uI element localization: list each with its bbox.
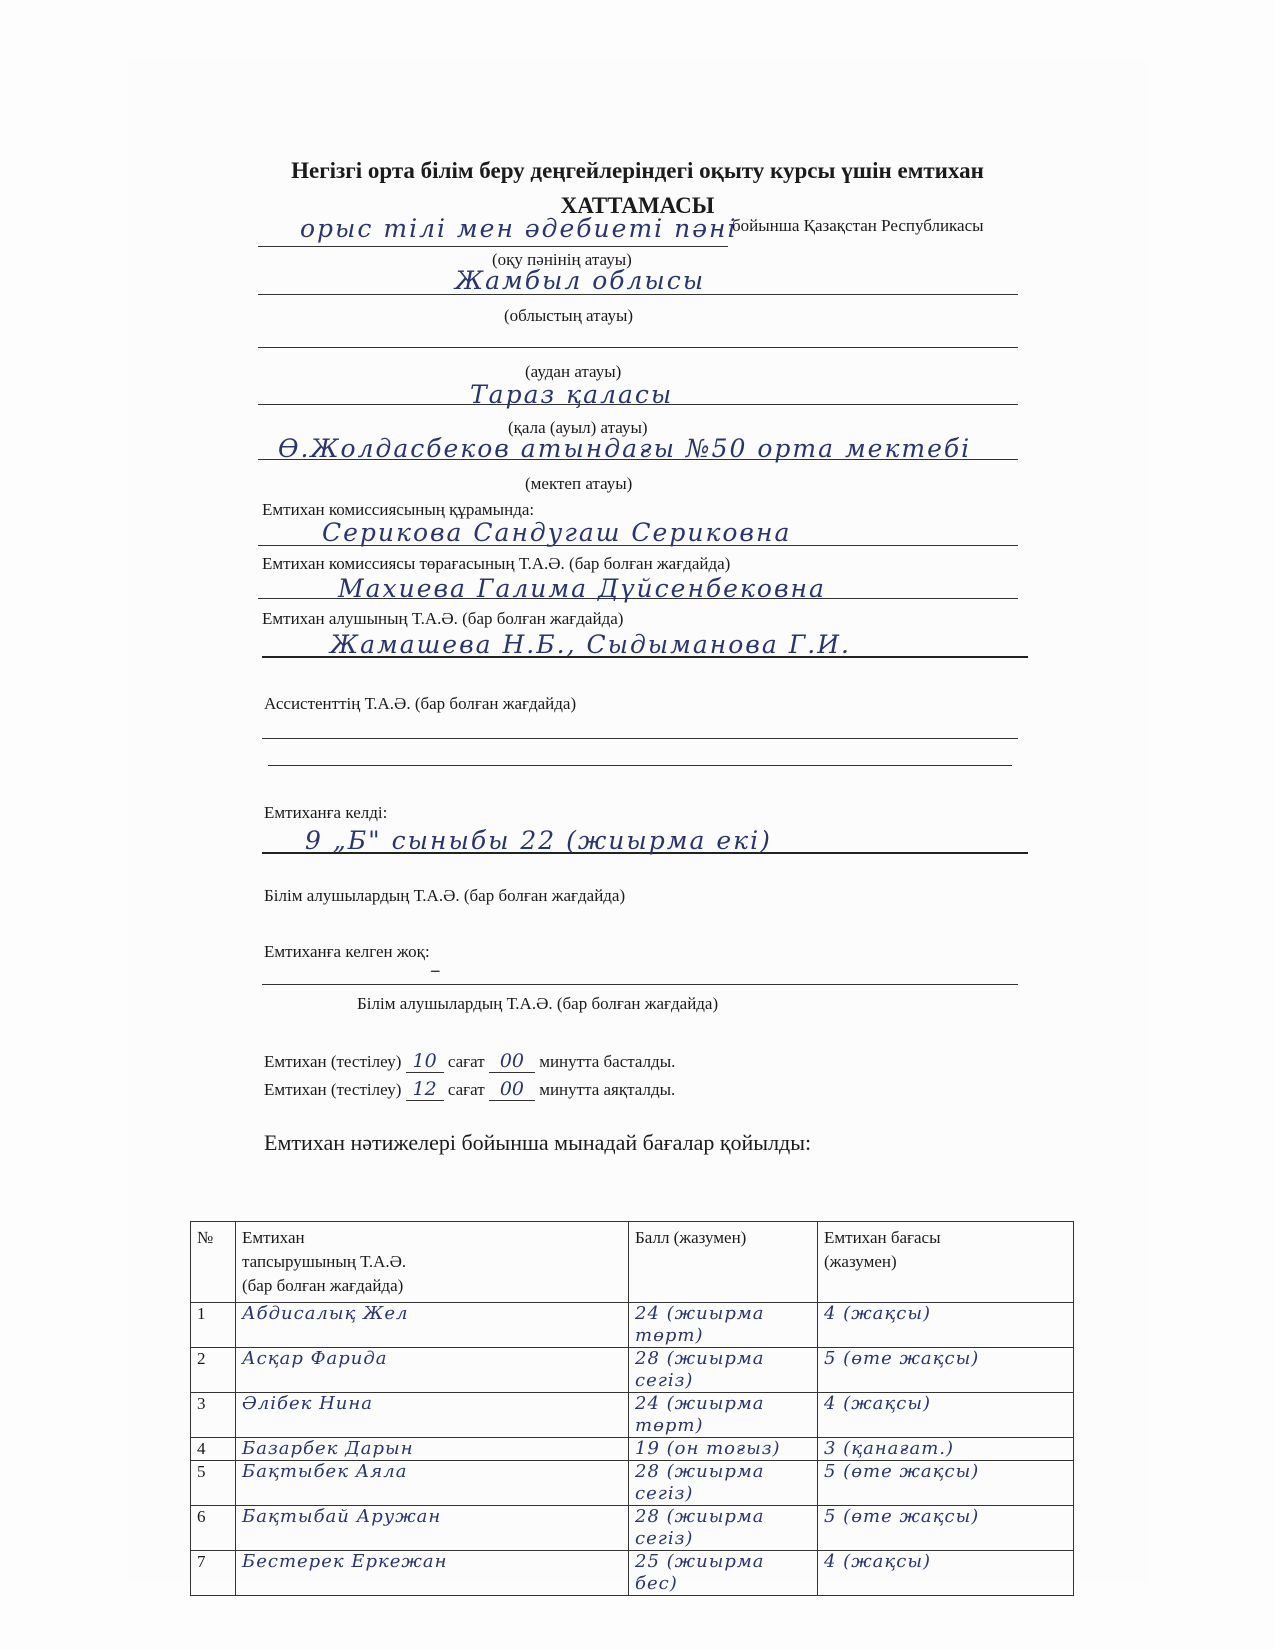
header-grade-line2: (жазумен) bbox=[824, 1252, 897, 1271]
results-header-row bbox=[191, 1222, 1074, 1303]
row-no: 1 bbox=[191, 1303, 236, 1348]
student-name: Әлібек Нина bbox=[236, 1393, 629, 1438]
subject-underline bbox=[258, 246, 728, 247]
start-suffix: минутта басталды. bbox=[539, 1052, 676, 1071]
student-score: 19 (он тоғыз) bbox=[629, 1438, 818, 1461]
student-score: 28 (жиырма сегіз) bbox=[629, 1506, 818, 1551]
results-heading: Емтихан нәтижелері бойынша мынадай бағалар қойылды: bbox=[264, 1130, 812, 1155]
header-score: Балл (жазумен) bbox=[629, 1222, 818, 1303]
start-minute-field bbox=[489, 1050, 535, 1073]
table-row bbox=[191, 1303, 1074, 1348]
student-score: 28 (жиырма сегіз) bbox=[629, 1348, 818, 1393]
examiner-handwritten: Махиева Галима Дүйсенбековна bbox=[338, 574, 826, 603]
row-no: 5 bbox=[191, 1461, 236, 1506]
came-label: Емтиханға келді: bbox=[264, 803, 388, 822]
start-time-line bbox=[264, 1050, 675, 1073]
start-minute: 00 bbox=[499, 1050, 525, 1072]
came-handwritten: 9 „Б" сыныбы 22 (жиырма екі) bbox=[305, 826, 772, 855]
end-hour-word: сағат bbox=[447, 1080, 485, 1099]
subject-suffix: бойынша Қазақстан Республикасы bbox=[732, 216, 984, 235]
row-no: 2 bbox=[191, 1348, 236, 1393]
chair-caption: Емтихан комиссиясы төрағасының Т.А.Ә. (бар болған жағдайда) bbox=[262, 554, 731, 573]
assistant-line-1 bbox=[262, 738, 1018, 739]
school-caption: (мектеп атауы) bbox=[525, 474, 633, 493]
row-no: 3 bbox=[191, 1393, 236, 1438]
start-prefix: Емтихан (тестілеу) bbox=[264, 1052, 402, 1071]
end-time-line bbox=[264, 1078, 675, 1101]
student-grade: 4 (жақсы) bbox=[818, 1551, 1074, 1596]
student-name: Бақтыбек Аяла bbox=[236, 1461, 629, 1506]
table-row bbox=[191, 1506, 1074, 1551]
table-row bbox=[191, 1461, 1074, 1506]
header-no: № bbox=[191, 1222, 236, 1303]
document-title: Негізгі орта білім беру деңгейлеріндегі оқыту курсы үшін емтихан bbox=[291, 158, 984, 183]
start-hour-field bbox=[406, 1050, 444, 1073]
student-name: Базарбек Дарын bbox=[236, 1438, 629, 1461]
table-row bbox=[191, 1551, 1074, 1596]
end-suffix: минутта аяқталды. bbox=[539, 1080, 676, 1099]
student-name: Асқар Фарида bbox=[236, 1348, 629, 1393]
subject-handwritten: орыс тілі мен әдебиеті пәні bbox=[300, 214, 738, 243]
document-subtitle: ХАТТАМАСЫ bbox=[560, 193, 715, 218]
header-name-line3: (бар болған жағдайда) bbox=[242, 1276, 404, 1295]
absent-caption: Білім алушылардың Т.А.Ә. (бар болған жағдайда) bbox=[357, 994, 719, 1013]
student-name: Бақтыбай Аружан bbox=[236, 1506, 629, 1551]
came-caption: Білім алушылардың Т.А.Ә. (бар болған жағдайда) bbox=[264, 886, 626, 905]
row-no: 7 bbox=[191, 1551, 236, 1596]
results-table bbox=[190, 1221, 1074, 1596]
student-grade: 5 (өте жақсы) bbox=[818, 1461, 1074, 1506]
end-prefix: Емтихан (тестілеу) bbox=[264, 1080, 402, 1099]
student-score: 24 (жиырма төрт) bbox=[629, 1393, 818, 1438]
examiner-caption: Емтихан алушының Т.А.Ә. (бар болған жағдайда) bbox=[262, 609, 624, 628]
start-hour-word: сағат bbox=[447, 1052, 485, 1071]
region-handwritten: Жамбыл облысы bbox=[455, 266, 706, 295]
header-name bbox=[236, 1222, 629, 1303]
row-no: 4 bbox=[191, 1438, 236, 1461]
header-name-line2: тапсырушының Т.А.Ә. bbox=[242, 1252, 407, 1271]
student-grade: 5 (өте жақсы) bbox=[818, 1506, 1074, 1551]
end-hour-field bbox=[406, 1078, 444, 1101]
assistants-handwritten: Жамашева Н.Б., Сыдыманова Г.И. bbox=[330, 630, 851, 659]
student-score: 24 (жиырма төрт) bbox=[629, 1303, 818, 1348]
table-row bbox=[191, 1348, 1074, 1393]
student-grade: 4 (жақсы) bbox=[818, 1393, 1074, 1438]
end-minute-field bbox=[489, 1078, 535, 1101]
assistant-line-2 bbox=[268, 765, 1012, 766]
district-underline bbox=[258, 347, 1018, 348]
header-name-line1: Емтихан bbox=[242, 1228, 305, 1247]
school-handwritten: Ө.Жолдасбеков атындағы №50 орта мектебі bbox=[278, 434, 972, 463]
student-score: 25 (жиырма бес) bbox=[629, 1551, 818, 1596]
end-minute: 00 bbox=[499, 1078, 525, 1100]
header-grade-line1: Емтихан бағасы bbox=[824, 1228, 941, 1247]
commission-heading: Емтихан комиссиясының құрамында: bbox=[262, 500, 535, 519]
region-caption: (облыстың атауы) bbox=[504, 306, 634, 325]
student-name: Бестерек Еркежан bbox=[236, 1551, 629, 1596]
absent-label: Емтиханға келген жоқ: bbox=[264, 942, 430, 961]
chair-handwritten: Серикова Сандугаш Сериковна bbox=[322, 518, 792, 547]
row-no: 6 bbox=[191, 1506, 236, 1551]
student-score: 28 (жиырма сегіз) bbox=[629, 1461, 818, 1506]
subject-caption: (оқу пәнінің атауы) bbox=[492, 250, 632, 269]
assistant-caption: Ассистенттің Т.А.Ә. (бар болған жағдайда) bbox=[264, 694, 577, 713]
absent-underline bbox=[262, 984, 1018, 985]
absent-handwritten: – bbox=[430, 958, 442, 982]
student-grade: 3 (қанағат.) bbox=[818, 1438, 1074, 1461]
table-row bbox=[191, 1438, 1074, 1461]
table-row bbox=[191, 1393, 1074, 1438]
student-grade: 5 (өте жақсы) bbox=[818, 1348, 1074, 1393]
student-grade: 4 (жақсы) bbox=[818, 1303, 1074, 1348]
city-handwritten: Тараз қаласы bbox=[470, 380, 674, 409]
end-hour: 12 bbox=[412, 1078, 437, 1100]
header-grade bbox=[818, 1222, 1074, 1303]
student-name: Абдисалық Жел bbox=[236, 1303, 629, 1348]
start-hour: 10 bbox=[412, 1050, 437, 1072]
district-caption: (аудан атауы) bbox=[525, 362, 622, 381]
city-caption: (қала (ауыл) атауы) bbox=[508, 418, 648, 437]
